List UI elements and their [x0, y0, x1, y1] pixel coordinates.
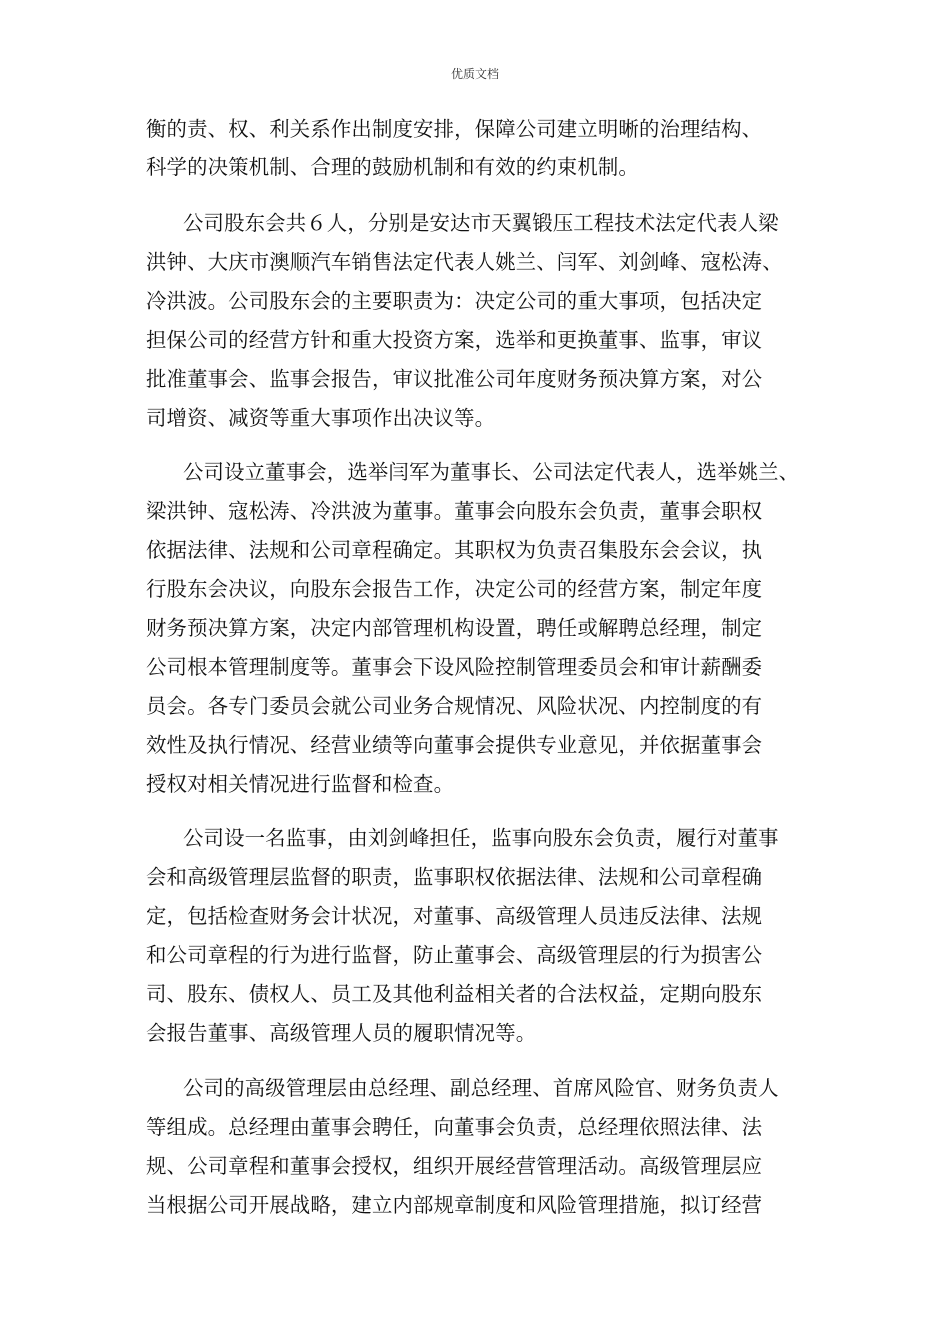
text-line: 授权对相关情况进行监督和检查。 — [146, 772, 455, 796]
paragraph-first-line: 公司股东会共６人，分别是安达市天翼锻压工程技术法定代表人梁 — [183, 211, 779, 235]
text-line: 当根据公司开展战略，建立内部规章制度和风险管理措施，拟订经营 — [146, 1193, 763, 1217]
text-line: 员会。各专门委员会就公司业务合规情况、风险状况、内控制度的有 — [146, 694, 763, 718]
text-line: 定，包括检查财务会计状况，对董事、高级管理人员违反法律、法规 — [146, 904, 763, 928]
paragraph-first-line: 公司设立董事会，选举闫军为董事长、公司法定代表人，选举姚兰、 — [183, 460, 800, 484]
text-line: 科学的决策机制、合理的鼓励机制和有效的约束机制。 — [146, 155, 639, 179]
text-line: 财务预决算方案，决定内部管理机构设置，聘任或解聘总经理，制定 — [146, 616, 763, 640]
paragraph-first-line: 公司设一名监事，由刘剑峰担任，监事向股东会负责，履行对董事 — [183, 826, 779, 850]
text-line: 司、股东、债权人、员工及其他利益相关者的合法权益，定期向股东 — [146, 982, 763, 1006]
paragraph-first-line: 公司的高级管理层由总经理、副总经理、首席风险官、财务负责人 — [183, 1076, 779, 1100]
text-line: 衡的责、权、利关系作出制度安排，保障公司建立明晰的治理结构、 — [146, 117, 763, 141]
text-line: 司增资、减资等重大事项作出决议等。 — [146, 406, 496, 430]
text-line: 行股东会决议，向股东会报告工作，决定公司的经营方案，制定年度 — [146, 577, 763, 601]
page-header: 优质文档 — [450, 67, 499, 81]
text-line: 会报告董事、高级管理人员的履职情况等。 — [146, 1021, 537, 1045]
text-line: 依据法律、法规和公司章程确定。其职权为负责召集股东会会议，执 — [146, 538, 763, 562]
text-line: 和公司章程的行为进行监督，防止董事会、高级管理层的行为损害公 — [146, 943, 763, 967]
text-line: 批准董事会、监事会报告，审议批准公司年度财务预决算方案，对公 — [146, 367, 763, 391]
text-line: 规、公司章程和董事会授权，组织开展经营管理活动。高级管理层应 — [146, 1154, 763, 1178]
text-line: 会和高级管理层监督的职责，监事职权依据法律、法规和公司章程确 — [146, 865, 763, 889]
text-line: 效性及执行情况、经营业绩等向董事会提供专业意见，并依据董事会 — [146, 733, 763, 757]
text-line: 梁洪钟、寇松涛、冷洪波为董事。董事会向股东会负责，董事会职权 — [146, 499, 763, 523]
text-line: 等组成。总经理由董事会聘任，向董事会负责，总经理依照法律、法 — [146, 1115, 763, 1139]
text-line: 洪钟、大庆市澳顺汽车销售法定代表人姚兰、闫军、刘剑峰、寇松涛、 — [146, 250, 783, 274]
text-line: 冷洪波。公司股东会的主要职责为：决定公司的重大事项，包括决定 — [146, 289, 763, 313]
text-line: 担保公司的经营方针和重大投资方案，选举和更换董事、监事，审议 — [146, 328, 763, 352]
text-line: 公司根本管理制度等。董事会下设风险控制管理委员会和审计薪酬委 — [146, 655, 763, 679]
